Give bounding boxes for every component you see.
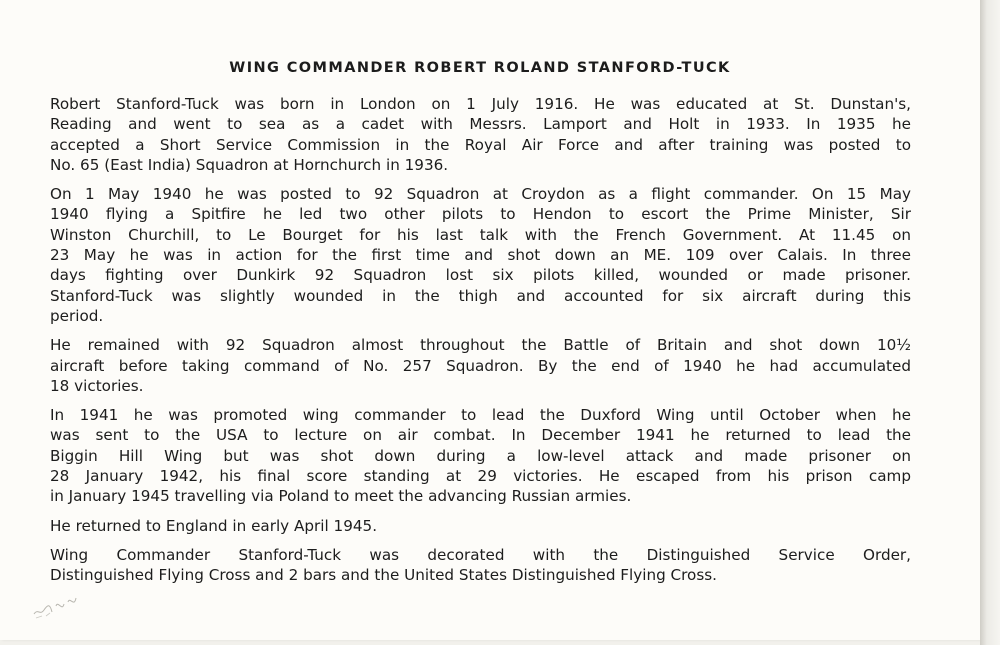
text-line: Wing Commander Stanford-Tuck was decorated with the Distinguished Service Order, <box>50 545 911 564</box>
text-line: days fighting over Dunkirk 92 Squadron lost six pilots killed, wounded or made prisoner. <box>50 266 911 285</box>
text-line: 18 victories. <box>50 376 144 395</box>
text-line: period. <box>50 306 104 325</box>
text-line: was sent to the USA to lecture on air combat. In December 1941 he returned to lead the <box>50 426 911 445</box>
text-line: Stanford-Tuck was slightly wounded in the thigh and accounted for six aircraft during this <box>50 286 911 305</box>
text-line: aircraft before taking command of No. 257 Squadron. By the end of 1940 he had accumulated <box>50 356 911 375</box>
text-line: 23 May he was in action for the first time and shot down an ME. 109 over Calais. In three <box>50 246 911 265</box>
paragraph-battle-of-britain <box>50 335 911 396</box>
paragraph-early-life <box>50 94 911 175</box>
text-line: 1940 flying a Spitfire he led two other pilots to Hendon to escort the Prime Minister, Sir <box>50 205 911 224</box>
text-line: Biggin Hill Wing but was shot down during a low-level attack and made prisoner on <box>50 446 911 465</box>
text-line: in January 1945 travelling via Poland to meet the advancing Russian armies. <box>50 487 632 506</box>
pencil-mark-icon <box>30 586 90 620</box>
text-line: No. 65 (East India) Squadron at Hornchurch in 1936. <box>50 155 449 174</box>
text-line: He remained with 92 Squadron almost throughout the Battle of Britain and shot down 10½ <box>50 336 911 355</box>
text-line: Winston Churchill, to Le Bourget for his last talk with the French Government. At 11.45 on <box>50 225 911 244</box>
text-line: accepted a Short Service Commission in the Royal Air Force and after training was posted to <box>50 135 911 154</box>
text-line: Reading and went to sea as a cadet with Messrs. Lamport and Holt in 1933. In 1935 he <box>50 115 911 134</box>
document-title: WING COMMANDER ROBERT ROLAND STANFORD-TUCK <box>229 60 731 76</box>
card-edge <box>980 0 1000 645</box>
paragraph-decorations <box>50 545 911 586</box>
paragraph-1940 <box>50 184 911 326</box>
document-body <box>50 94 911 595</box>
text-line: He returned to England in early April 1945. <box>50 516 378 535</box>
text-line: Distinguished Flying Cross and 2 bars and the United States Distinguished Flying Cross. <box>50 566 718 585</box>
text-line: 28 January 1942, his final score standing at 29 victories. He escaped from his prison camp <box>50 467 911 486</box>
paragraph-return <box>50 516 911 536</box>
text-line: In 1941 he was promoted wing commander to lead the Duxford Wing until October when he <box>50 406 911 425</box>
text-line: On 1 May 1940 he was posted to 92 Squadron at Croydon as a flight commander. On 15 May <box>50 185 911 204</box>
text-line: Robert Stanford-Tuck was born in London on 1 July 1916. He was educated at St. Dunstan's, <box>50 95 911 113</box>
paragraph-1941 <box>50 405 911 506</box>
